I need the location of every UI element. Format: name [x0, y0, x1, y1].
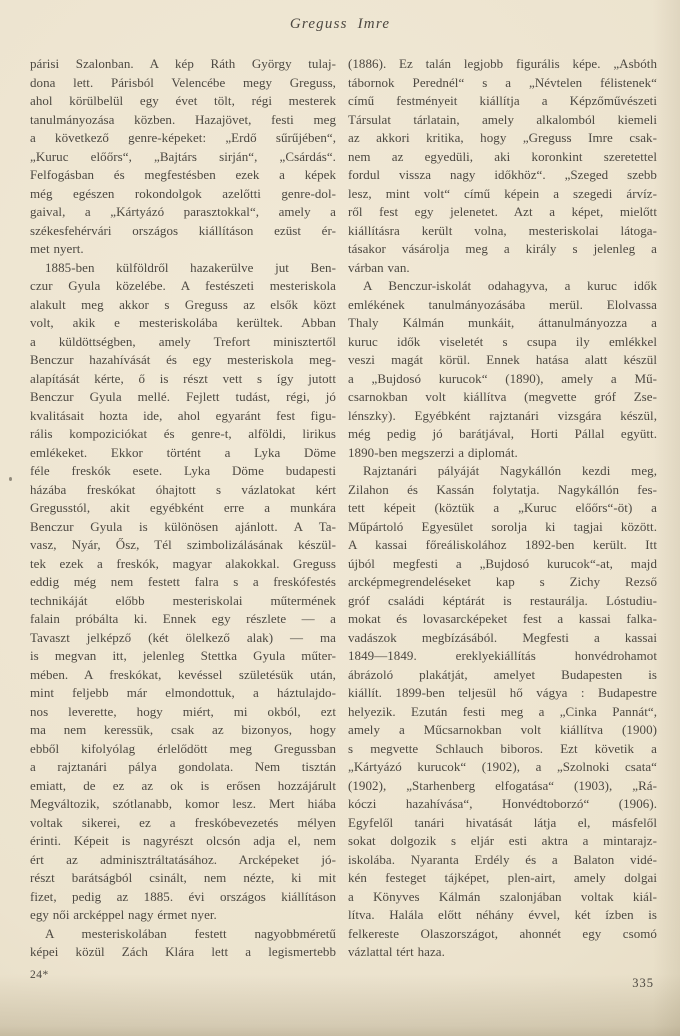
text-line: párisi Szalonban. A kép Ráth György tulaj- [30, 56, 336, 71]
text-line: met nyert. [30, 241, 84, 256]
text-line: 1849—1849. ereklyekiállítás honvédrohamot [348, 648, 657, 663]
text-line: ért az adminisztráltatásához. Arcképeket jó- [30, 851, 336, 867]
text-line: részt barátságból csinált, nem nézte, ki mit [30, 870, 336, 885]
text-line: ahol körülbelül egy évet tölt, régi mesterek [30, 93, 336, 108]
text-line: falain próbálta ki. Ennek egy részlete — a [30, 611, 336, 626]
text-line: „Kuruc előőrs“, „Bajtárs sirján“, „Csárdás“. [30, 148, 336, 164]
text-line: a következő genre-képeket: „Erdő sűrűjében“, [30, 130, 336, 145]
text-line: a rajztanári pálya gondolata. Nem tisztán [30, 759, 336, 774]
text-line: Megváltozik, szótlanabb, komor lesz. Mert hiába [30, 796, 336, 811]
text-line: Benczur Gyula is különösen ajánlott. A Ta- [30, 518, 336, 534]
text-line: a „Bujdosó kurucok“ (1890), amely a Mű- [348, 370, 657, 386]
text-line: emlékének tanulmányozásába merül. Elolvassa [348, 296, 657, 312]
text-line: emlékeket. Ekkor történt a Lyka Döme [30, 444, 336, 460]
text-line: is megvan itt, jelenleg Stettka Gyula műter- [30, 648, 336, 663]
text-line: A Benczur-iskolát odahagyva, a kuruc idők [363, 278, 657, 293]
text-line: kiállít. 1899-ben teljesül hő vágya : Budapestre [348, 685, 657, 700]
text-line: vasz, Nyár, Ősz, Tél szimbolizálásának készül- [30, 537, 336, 552]
text-line: technikáját előbb mesteriskolai műtermének [30, 592, 336, 608]
text-line: 1885-ben külföldről hazakerülve jut Ben- [45, 259, 336, 275]
page-number: 335 [632, 976, 654, 990]
text-line: gróf családi képtárát is restaurálja. Lóstudiu- [348, 592, 657, 608]
text-line: fizet, pedig az 1885. évi országos kiállításon [30, 888, 336, 904]
text-line: Rajztanári pályáját Nagykállón kezdi meg, [363, 463, 657, 478]
text-line: fordul vissza nagy időkhöz“. „Szeged szebb [348, 167, 657, 182]
text-line: kvalitásait hozta ide, ahol egyaránt fest figu- [30, 407, 336, 423]
text-line: felkereste Olaszországot, ahonnét egy csomó [348, 925, 657, 941]
text-line: házába freskókat óhajtott s vázlatokat kért [30, 481, 336, 497]
text-line: A kassai főreáliskolához 1892-ben került. Itt [348, 537, 657, 552]
text-line: voltak sikerei, ez a freskóbevezetés mélyen [30, 814, 336, 830]
text-line: kóczi hazahívása“, Honvédtoborzó“ (1906). [348, 796, 657, 811]
text-line: mint feljebb már elmondottuk, a háztulajdo- [30, 685, 336, 700]
text-line: Műpártoló Egyesület sorolja ki tagjai között. [348, 518, 657, 534]
text-line: tábornok Perednél“ s a „Névtelen félistenek“ [348, 74, 657, 90]
text-line: s megvette Schlauch biboros. Ezt követik a [348, 740, 657, 756]
text-line: 1890-ben megszerzi a diplomát. [348, 444, 518, 460]
text-line: emiatt, de ez az ok is erősen hozzájárult [30, 777, 336, 793]
text-line: Egyfelől tanári hivatását látja el, másfelől [348, 814, 657, 830]
text-line: arcképmegrendeléseket kap s Zichy Rezső [348, 574, 657, 589]
text-line: egy női arcképpel nagy érmet nyer. [30, 907, 217, 922]
text-line: még egészen rokondolgok azelőtti genre-dol- [30, 185, 336, 201]
text-line: mében. A freskókat, kevéssel születésük után, [30, 666, 336, 682]
text-line: lítva. Halála előtt néhány évvel, két ízben is [348, 907, 657, 922]
text-line: kiállításra került volna, mesteriskolai látoga- [348, 222, 657, 238]
text-line: a küldöttségben, amely Trefort minisztertől [30, 333, 336, 349]
text-line: című festményeit kiállítja a Képzőművészeti [348, 93, 657, 108]
text-line: dona lett. Párisból Velencébe megy Greguss, [30, 74, 336, 90]
text-line: alapítását kérte, ő is részt vett s így jutott [30, 370, 336, 386]
text-line: lénszky). Egyébként rajztanári vizsgára készül, [348, 407, 657, 423]
text-line: ma nem keressük, csak az bizonyos, hogy [30, 722, 336, 737]
text-line: veszi magát körül. Ennek hatása alatt készül [348, 352, 657, 367]
text-line: az akkori kritika, hogy „Greguss Imre csak- [348, 130, 657, 145]
text-line: czur Gyula közelébe. A festészeti mesteriskola [30, 278, 336, 293]
text-line: Gregusstól, akit egyébként erre a munkára [30, 500, 336, 515]
text-line: ebből kifolyólag érlelődött meg Gregussban [30, 740, 336, 756]
text-line: tek ezek a freskók, magyar alakokkal. Greguss [30, 555, 336, 571]
text-line: amely a Műcsarnokban volt kiállítva (1900) [348, 722, 657, 737]
text-line: nos leverette, hogy miért, mi okból, ezt [30, 703, 336, 719]
text-line: féle freskók esete. Lyka Döme budapesti [30, 463, 336, 478]
text-line: érinti. Képeit is nagyrészt olcsón adja el, nem [30, 833, 336, 848]
text-line: újból megfesti a „Bujdosó kurucok“-at, majd [348, 555, 657, 571]
text-line: csarnokban volt kiállítva (megvette gróf Zse- [348, 389, 657, 404]
text-line: „Kártyázó kurucok“ (1902), a „Szolnoki csata“ [348, 759, 657, 774]
text-line: Tavaszt jelképző (két ölelkező alak) — ma [30, 629, 336, 645]
text-line: Felfogásban és megfestésben ezek a képek [30, 167, 336, 182]
text-line: tásakor vásárolja meg a király s jelenleg a [348, 241, 657, 256]
text-line: Zilahon és Kassán folytatja. Nagykállón fes- [348, 481, 657, 497]
text-line: lesz, mint volt“ című képein a szegedi árvíz- [348, 185, 657, 201]
text-line: Benczur Gyula mellé. Fejlett tudást, régi, jó [30, 389, 336, 404]
footer-signature: 24* [30, 969, 49, 981]
text-line: volt, akik e mesteriskolába kerültek. Abban [30, 315, 336, 330]
left-column [30, 55, 336, 962]
text-line: helyezik. Ezután festi meg a „Cinka Pannát“, [348, 703, 657, 719]
text-line: iskolába. Nyaranta Erdély és a Balaton vidé- [348, 851, 657, 867]
text-line: gaival, a „Kártyázó parasztokkal“, amely a [30, 204, 336, 219]
text-line: kén festeget tájképet, plen-airt, amely dolgai [348, 870, 657, 885]
text-line: képei közül Zách Klára lett a legismertebb [30, 944, 336, 959]
text-line: eddig még nem festett falra s a freskófestés [30, 574, 336, 589]
text-line: Társulat tárlatain, amely alkalomból kiemeli [348, 111, 657, 127]
scan-speck [9, 477, 12, 481]
text-line: alakult meg akkor s Greguss az elsők közt [30, 296, 336, 312]
text-line: ábrázoló plakátját, amelyet Budapesten is [348, 666, 657, 682]
text-line: mokat és lovasarcképeket fest a kassai falka- [348, 611, 657, 626]
right-column [348, 55, 657, 962]
text-line: a Könyves Kálmán szalonjában voltak kiál- [348, 888, 657, 904]
text-line: Thaly Kálmán munkáit, áttanulmányozza a [348, 315, 657, 330]
text-line: vadászok megbízásából. Megfesti a kassai [348, 629, 657, 645]
text-line: (1886). Ez talán legjobb figurális képe. „Asbóth [348, 56, 657, 71]
text-line: nem az egyedüli, aki koronkint szeretettel [348, 148, 657, 164]
text-line: Benczur hazahívását és egy mesteriskola meg- [30, 352, 336, 367]
text-line: rális kompoziciókat és genre-t, alföldi, lirikus [30, 426, 336, 441]
text-line: sokat dolgozik s eljár esti aktra a mintarajz- [348, 833, 657, 848]
text-line: A mesteriskolában festett nagyobbméretű [45, 925, 336, 941]
text-columns [30, 55, 657, 962]
text-line: kuruc idők viseletét s csupa ily emlékkel [348, 333, 657, 349]
text-line: még pedig jó barátjával, Horti Pállal együtt. [348, 426, 657, 441]
page-header: Greguss Imre [289, 16, 391, 32]
text-line: várban van. [348, 259, 410, 275]
text-line: ről fest egy jelenetet. Azt a képet, mielőtt [348, 204, 657, 219]
text-line: vázlattal tért haza. [348, 944, 445, 959]
text-line: székesfehérvári országos kiállításon ezüst ér- [30, 222, 336, 238]
text-line: tett képeit (köztük a „Kuruc előőrs“-öt) a [348, 500, 657, 515]
text-line: (1902), „Starhenberg elfogatása“ (1903), „Rá- [348, 777, 657, 793]
text-line: tanulmányozása közben. Hazajövet, festi meg [30, 111, 336, 127]
